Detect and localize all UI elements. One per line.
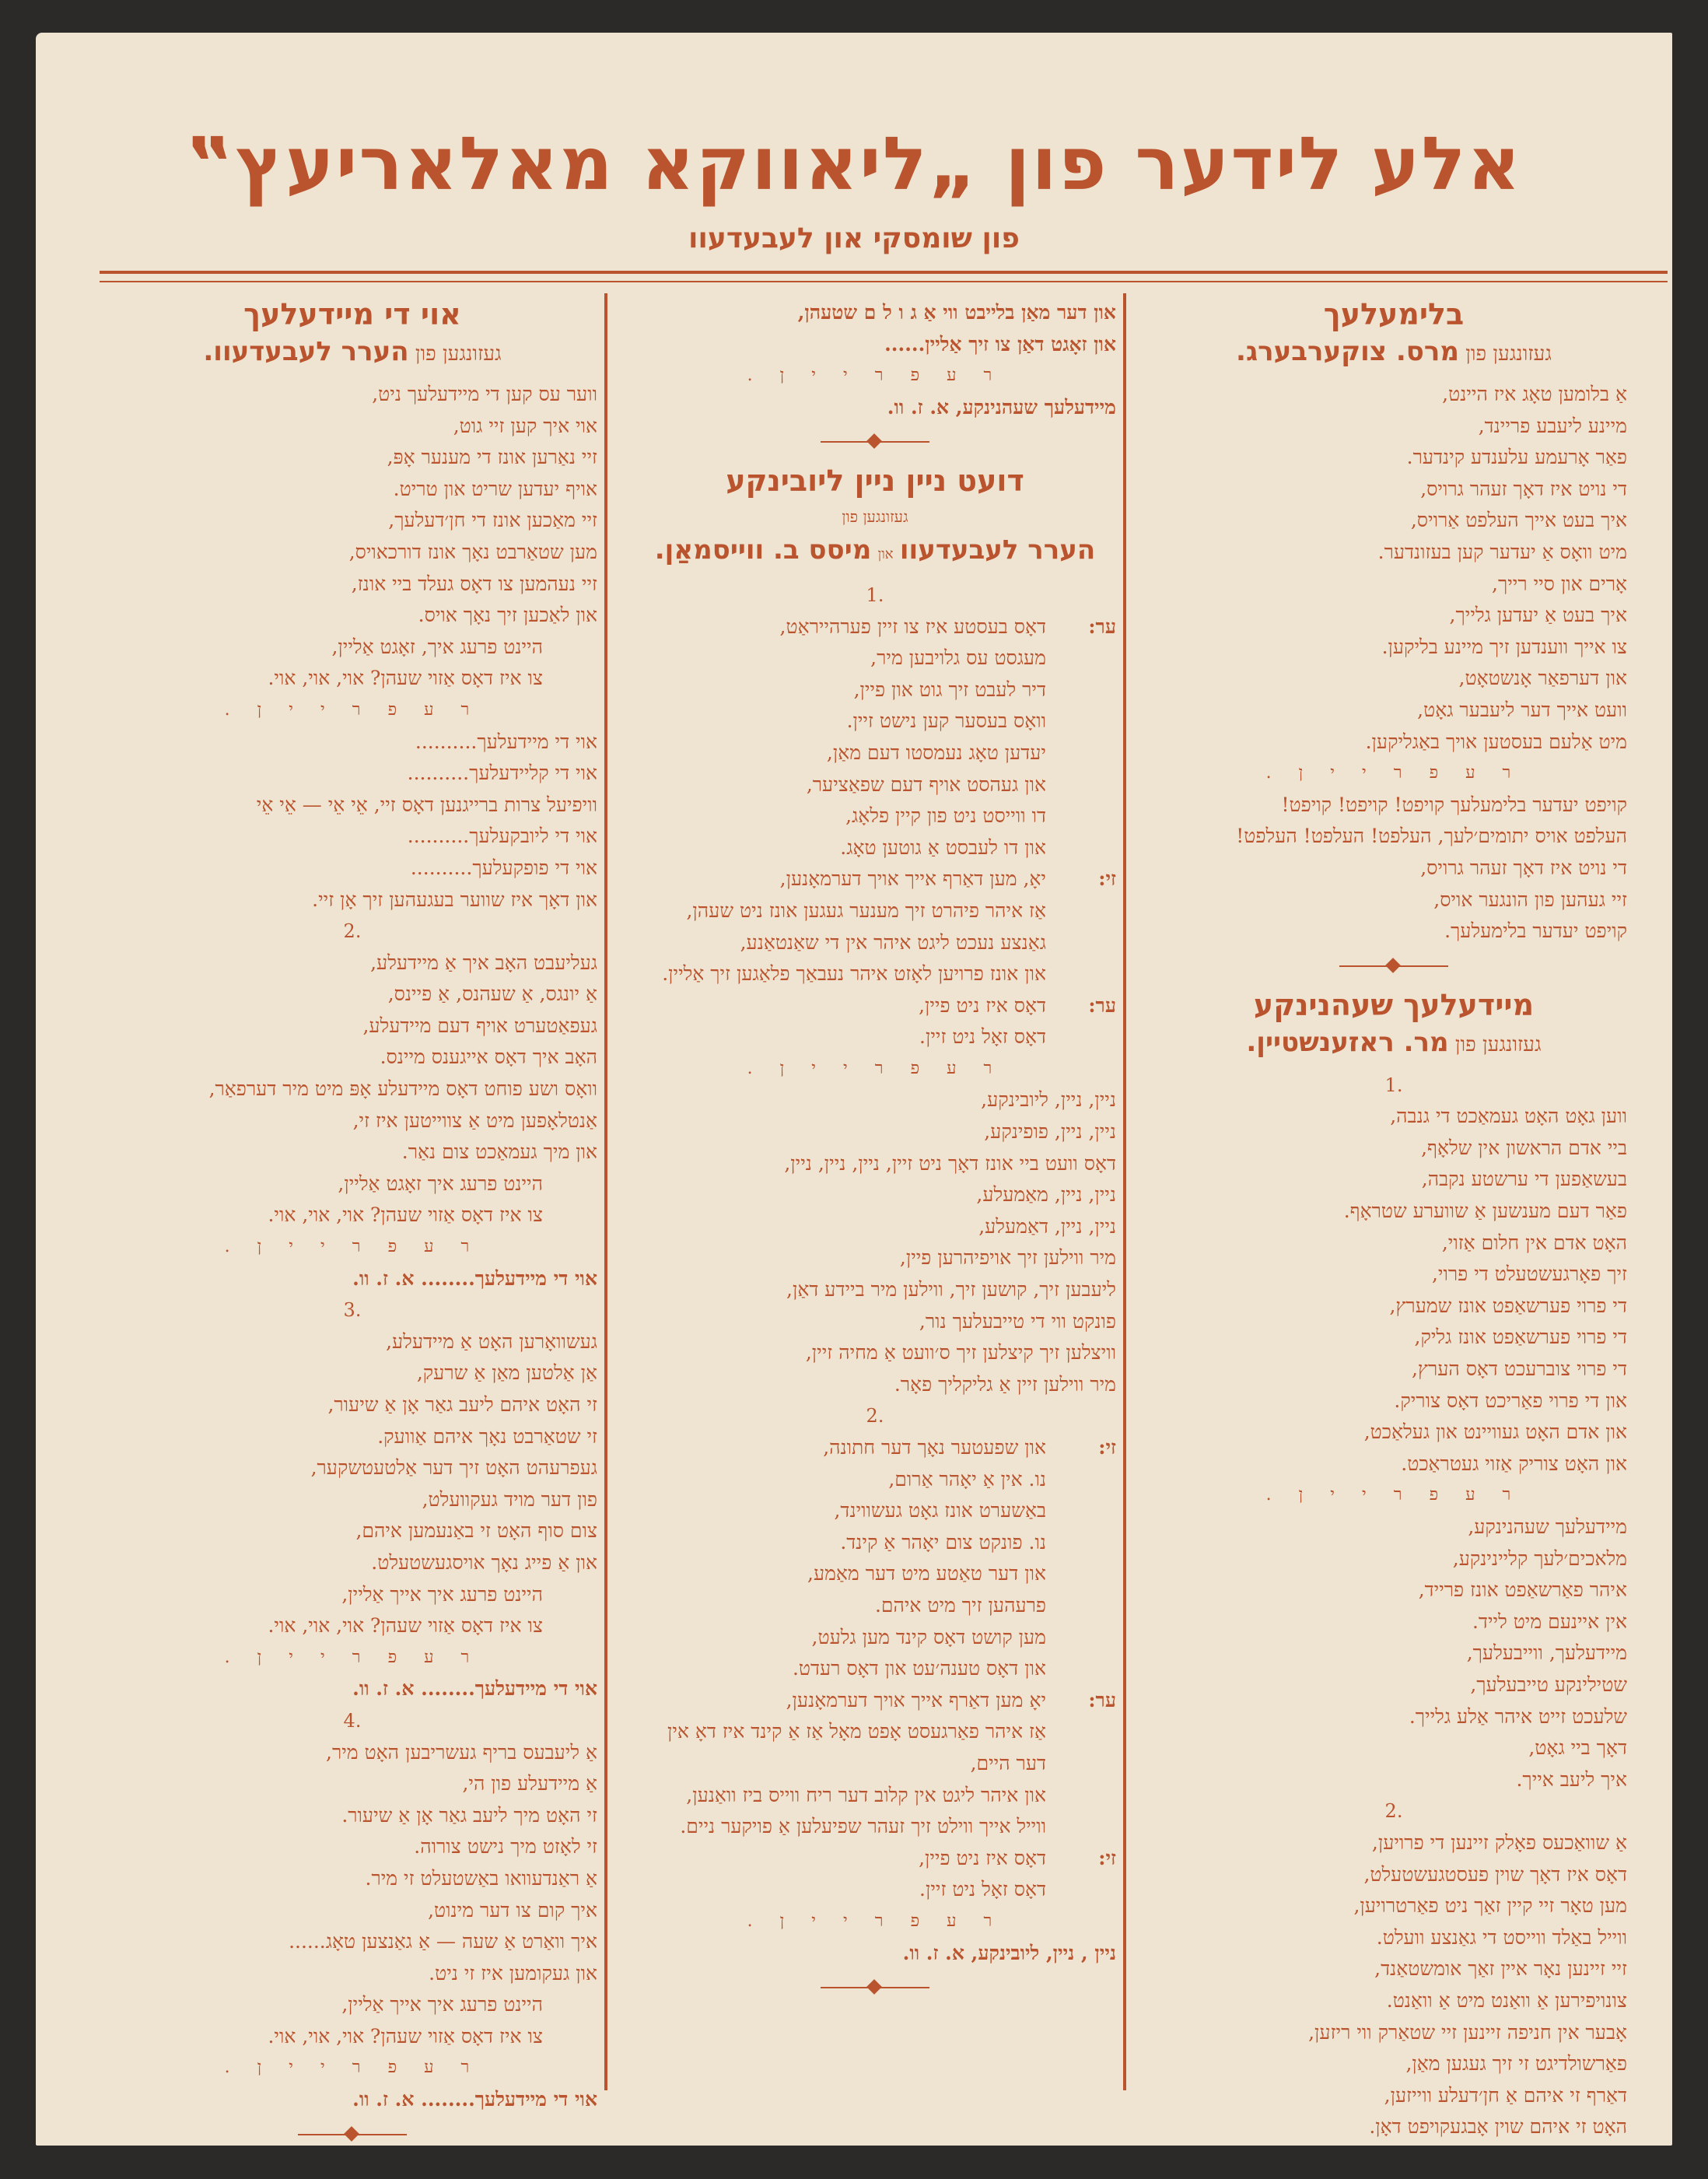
refrain-label: ר ע פ ר י י ן . xyxy=(224,699,481,720)
verse-number: .2 xyxy=(866,1405,884,1428)
song-title-blimelekh: בלימעלעך xyxy=(1323,297,1465,331)
column-divider-left xyxy=(604,293,607,2090)
diamond-ornament-icon xyxy=(1385,958,1401,973)
diamond-ornament-icon xyxy=(866,433,882,449)
left-column: אוי די מיידעלעך געזונגען פון הערר לעבעדעוו. ווער עס קען די מיידעלעך ניט, אוי איך קען זיי גוט, זיי נאַרען אונז די מענער אָפּ, אויף יעדען שריט און טריט. זיי מאַכען אונז די חן׳דעלעך, מען שטאַרבט נאָך אונז דורכאויס, זיי נעהמען צו דאָס געלד ביי אונז, און לאַכען זיך נאָך אויס. היינט פרעג איך, זאָגט אַליין, צו איז דאָס אַזוי שעהן? אוי, אוי, אוי. ר ע פ ר י י ן . אוי די מיידעלעך.......... אוי די קליידעלעך.......... וויפיעל צרות ברייגנען דאָס זיי, אֵי אֵי — אֵי אֵי אוי די ליובקעלעך.......... אוי די פופקעלעך.......... און דאָך איז שווער בעגעהען זיך אָן זיי. .2 געליעבט האָב איך אַ מיידעלע, אַ יונגס, אַ שעהנס, אַ פיינס, געפאַטערט אויף דעם מיידעלע, האָב איך דאָס אייגענס מיינס. וואָס ושע פוחט דאָס מיידעלע אָפּ מיט מיר דערפאַר, אַנטלאָפען מיט אַ צווייטען איז זי, און מיך געמאַכט צום נאַר. היינט פרעג איך זאָגט אַליין, צו איז דאָס אַזוי שעהן? אוי, אוי, אוי. ר ע פ ר י י ן . אוי די מיידעלעך........ א. ז. וו. .3 געשוואָרען האָט אַ מיידעלע, אַן אַלטען מאַן אַ שרעק, זי האָט איהם ליעב גאַר אָן אַ שיעור, זי שטאַרבט נאָך איהם אַוועק. געפרעהט האָט זיך דער אַלטעטשקער, פון דער מויד געקוועלט, צום סוף האָט זי באַנעמען איהם, און אַ פייג נאָך אויסגעשטעלט. היינט פרעג איך אייך אַליין, צו איז דאָס אַזוי שעהן? אוי, אוי, אוי. ר ע פ ר י י ן . אוי די מיידעלעך........ א. ז. וו. .4 אַ ליעבעס בריף געשריבען האָט מיר, אַ מיידעלע פון הי, זי האָט מיך ליעב גאַר אָן אַ שיעור. זי לאָזט מיך נישט צורוה. אַ ראַנדעוואו באַשטעלט זי מיר. איך קום צו דער מינוט, איך וואַרט אַ שעה — אַ גאַנצען טאָג...... און געקומען איז זי ניט. היינט פרעג איך אייך אַליין, צו איז דאָס אַזוי שעהן? אוי, אוי, אוי. ר ע פ ר י י ן . אוי די מיידעלעך........ א. ז. וו. xyxy=(107,289,597,2153)
refrain-label: ר ע פ ר י י ן . xyxy=(1265,763,1522,783)
song-title-duet-neyn-neyn-lyubinke: דועט ניין ניין ליובינקע xyxy=(726,464,1024,499)
verse-number: .2 xyxy=(343,920,362,943)
refrain-label: ר ע פ ר י י ן . xyxy=(224,1237,481,1257)
verse: ווער עס קען די מיידעלעך ניט, אוי איך קען זיי גוט, זיי נאַרען אונז די מענער אָפּ, אויף יעדען שריט און טריט. זיי מאַכען אונז די חן׳דעלעך, מען שטאַרבט נאָך אונז דורכאויס, זיי נעהמען צו דאָס געלד ביי אונז, און לאַכען זיך נאָך אויס. היינט פרעג איך, זאָגט אַליין, צו איז דאָס אַזוי שעהן? אוי, אוי, אוי. xyxy=(268,383,597,690)
ornament-divider xyxy=(821,431,929,453)
refrain: קויפט יעדער בלימעלעך קויפט! קויפט! קויפט! העלפט אויס יתומים׳לעך, העלפט! העלפט! העלפט! די נויט איז דאָך זעהר גרויס, זיי געהען פון הונגער אויס, קויפט יעדער בלימעלעך. xyxy=(1236,793,1627,943)
refrain-label: ר ע פ ר י י ן . xyxy=(747,1058,1003,1078)
verse-number: .4 xyxy=(343,1709,362,1732)
refrain: מיידעלעך שעהנינקע, מלאכים׳לעך קליינינקע, איהר פאַרשאַפט אונז פרייד, אין איינעם מיט לייד. מיידעלעך, ווייבעלעך, שטילינקע טייבעלעך, שלעכט זייט איהר אַלע גלייך. דאָך ביי גאָט, איך ליעב אייך. xyxy=(1409,1515,1627,1791)
column-divider-right xyxy=(1123,293,1126,2090)
verse: געליעבט האָב איך אַ מיידעלע, אַ יונגס, אַ שעהנס, אַ פיינס, געפאַטערט אויף דעם מיידעלע, האָב איך דאָס אייגענס מיינס. וואָס ושע פוחט דאָס מיידעלע אָפּ מיט מיר דערפאַר, אַנטלאָפען מיט אַ צווייטען איז זי, און מיך געמאַכט צום נאַר. היינט פרעג איך זאָגט אַליין, צו איז דאָס אַזוי שעהן? אוי, אוי, אוי. xyxy=(208,951,597,1227)
refrain: ניין, ניין, ליובינקע, ניין, ניין, פופינקע, דאָס וועט ביי אונז דאָך ניט זיין, ניין, ניין, ניין, ניין, ניין, מאַמעלע, ניין, ניין, דאַמעלע, מיר ווילען זיך אויפיהרען פיין, ליעבען זיך, קושען זיך, ווילען מיר ביידע דאַן, פונקט ווי די טייבעלעך נור, וויצלען זיך קיצלען זיך ס׳וועט אַ מחיה זיין, מיר ווילען זיין אַ גליקליך פאָר. xyxy=(784,1088,1116,1396)
verse: אַ שוואַכעס פאָלק זיינען די פרויען, דאָס איז דאָך שוין פעסטגעשטעלט, מען טאָר זיי קיין זאַך ניט פאַרטרויען, ווייל באַלד ווייסט די גאַנצע וועלט. זיי זיינען נאָר איין זאַך אומשטאַנד, צונויפירען אַ וואַנט מיט אַ וואַנט. אָבער אין חניפה זיינען זיי שטאַרק ווי ריזען, פאַרשולדיגט זי זיך געגען מאַן, דאַרף זי איהם אַ חן׳דעלע ווייזען, האָט זי איהם שוין אָבגעקויפט דאָן. xyxy=(1308,1830,1627,2139)
middle-column: און דער מאַן בלייבט ווי אַ ג ו ל ם שטעהן, און זאָגט דאַן צו זיך אַליין...... ר ע פ ר י י ן . מיידעלעך שעהנינקע, א. ז. וו. דועט ניין ניין ליובינקע געזונגען פון הערר לעבעדעוו און מיסס ב. ווייסמאַן. .1 ער: דאָס בעסטע איז צו זיין פערהייראַט, מעגסט עס גלויבען מיר, דיר לעבט זיך גוט און פיין, וואָס בעסער קען נישט זיין. יעדען טאָג נעמסטו דעם מאַן, און געהסט אויף דעם שפאַציער, דו ווייסט ניט פון קיין פלאָג, און דו לעבסט אַ גוטען טאָג. זי: יאָ, מען דאַרף אייך אויך דערמאָנען, אַז איהר פיהרט זיך מענער געגען אונז ניט שעהן, גאַנצע נעכט ליגט איהר אין די שאַנטאַנע, און אונז פרויען לאָזט איהר נעבאַך פלאַגען זיך אַליין. ער: דאָס איז ניט פיין, דאָס זאָל ניט זיין. ר ע פ ר י י ן . ניין, ניין, ליובינקע, ניין, ניין, פופינקע, דאָס וועט ביי אונז דאָך ניט זיין, ניין, ניין, ניין, ניין, ניין, מאַמעלע, ניין, ניין, דאַמעלע, מיר ווילען זיך אויפיהרען פיין, ליעבען זיך, קושען זיך, ווילען מיר ביידע דאַן, פונקט ווי די טייבעלעך נור, וויצלען זיך קיצלען זיך ס׳וועט אַ מחיה זיין, מיר ווילען זיין אַ גליקליך פאָר. .2 זי: און שפעטער נאָך דער חתונה, נו. אין אַ יאָהר אַרום, באַשערט אונז גאָט געשווינד, נו. פונקט צום יאָהר אַ קינד. און דער טאַטע מיט דער מאַמע, פרעהען זיך מיט איהם. מען קושט דאָס קינד מען גלעט, און דאָס טענה׳עט און דאָס רעדט. ער: יאָ מען דאַרף אייך אויך דערמאָנען, אַז איהר פאַרגעסט אָפט מאָל אַז אַ קינד איז דאָ אין דער היים, און איהר ליגט אין קלוב דער ריח ווייס ביז וואַנען, ווייל אייך ווילט זיך זעהר שפיעלען אַ פויקער ניים. זי: דאָס איז ניט פיין, דאָס זאָל ניט זיין. ר ע פ ר י י ן . ניין , ניין, ליובינקע, א. ז. וו. xyxy=(634,289,1116,2006)
refrain-label: ר ע פ ר י י ן . xyxy=(1265,1485,1522,1505)
ornament-divider xyxy=(1339,955,1448,977)
diamond-ornament-icon xyxy=(866,1979,882,1995)
refrain-label: ר ע פ ר י י ן . xyxy=(747,1911,1003,1931)
ornament-divider xyxy=(298,2124,407,2146)
song-credit: געזונגען פון מר. ראזענשטיין. xyxy=(1246,1026,1542,1058)
page-title: אלע לידער פון „ליאווקא מאלאריעץ‟ xyxy=(186,122,1522,207)
verse: אַ בלומען טאָג איז היינט, מיינע ליעבע פריינד, פאַר אָרעמע עלענדע קינדער. די נויט איז דאָך זעהר גרויס, איך בעט אייך העלפט אַרויס, מיט וואָס אַ יעדער קען בעזונדער. אָרים און סיי רייך, איך בעט אַ יעדען גלייך, צו אייך ווענדען זיך מיינע בליקען. און דערפאַר אָנשטאָט, וועט אייך דער ליעבער גאָט, מיט אַלעם בעסטען אויך באַגליקען. xyxy=(1365,383,1627,753)
song-title-meydelekh-sheyninke: מיידעלעך שעהנינקע xyxy=(1253,987,1535,1022)
song-credit: געזונגען פון הערר לעבעדעוו. xyxy=(203,336,502,367)
page-subtitle: פון שומסקי און לעבעדעוו xyxy=(688,222,1020,254)
verse-number: .3 xyxy=(343,1299,362,1322)
diamond-ornament-icon xyxy=(344,2126,359,2142)
song-sheet-page xyxy=(36,33,1672,2146)
ornament-divider xyxy=(821,1977,929,1999)
refrain-label: ר ע פ ר י י ן . xyxy=(747,366,1003,386)
refrain-label: ר ע פ ר י י ן . xyxy=(224,1647,481,1667)
refrain: אוי די מיידעלעך.......... אוי די קליידעלעך.......... וויפיעל צרות ברייגנען דאָס זיי, אֵי אֵי — אֵי אֵי אוי די ליובקעלעך.......... אוי די פופקעלעך.......... און דאָך איז שווער בעגעהען זיך אָן זיי. xyxy=(256,730,597,911)
verse: געשוואָרען האָט אַ מיידעלע, אַן אַלטען מאַן אַ שרעק, זי האָט איהם ליעב גאַר אָן אַ שיעור, זי שטאַרבט נאָך איהם אַוועק. געפרעהט האָט זיך דער אַלטעטשקער, פון דער מויד געקוועלט, צום סוף האָט זי באַנעמען איהם, און אַ פייג נאָך אויסגעשטעלט. היינט פרעג איך אייך אַליין, צו איז דאָס אַזוי שעהן? אוי, אוי, אוי. xyxy=(268,1329,597,1638)
verse-number: .2 xyxy=(1384,1800,1403,1823)
verse-number: .1 xyxy=(1384,1074,1403,1096)
verse: אַ ליעבעס בריף געשריבען האָט מיר, אַ מיידעלע פון הי, זי האָט מיך ליעב גאַר אָן אַ שיעור. זי לאָזט מיך נישט צורוה. אַ ראַנדעוואו באַשטעלט זי מיר. איך קום צו דער מינוט, איך וואַרט אַ שעה — אַ גאַנצען טאָג...... און געקומען איז זי ניט. היינט פרעג איך אייך אַליין, צו איז דאָס אַזוי שעהן? אוי, אוי, אוי. xyxy=(268,1740,597,2048)
verse: ווען גאָט האָט געמאַכט די גנבה, ביי אדם הראשון אין שלאָף, בעשאַפען די ערשטע נקבה, פאַר דעם מענשען אַ שווערע שטראָף. האָט אדם אין חלום אַזוי, זיך פאָרגעשטעלט די פרוי, די פרוי פערשאַפט אונז שמערץ, די פרוי פערשאַפט אונז גליק, די פרוי צוברעכט דאָס הערץ, און די פרוי פאַריכט דאָס צוריק. און אדם האָט געוויינט און געלאַכט, און האָט צוריק אַזוי געטראַכט. xyxy=(1343,1105,1627,1475)
dialogue-verse-1: ער: דאָס בעסטע איז צו זיין פערהייראַט, מעגסט עס גלויבען מיר, דיר לעבט זיך גוט און פיין, וואָס בעסער קען נישט זיין. יעדען טאָג נעמסטו דעם מאַן, און געהסט אויף דעם שפאַציער, דו ווייסט ניט פון קיין פלאָג, און דו לעבסט אַ גוטען טאָג. זי: יאָ, מען דאַרף אייך אויך דערמאָנען, אַז איהר פיהרט זיך מענער געגען אונז ניט שעהן, גאַנצע נעכט ליגט איהר אין די שאַנטאַנע, און אונז פרויען לאָזט איהר נעבאַך פלאַגען זיך אַליין. ער: דאָס איז ניט פיין, דאָס זאָל ניט זיין. xyxy=(662,615,1116,1049)
song-credit: געזונגען פון מרס. צוקערבערג. xyxy=(1236,336,1552,367)
refrain-label: ר ע פ ר י י ן . xyxy=(224,2058,481,2078)
header-double-rule xyxy=(100,271,1668,282)
song-credit: הערר לעבעדעוו און מיסס ב. ווייסמאַן. xyxy=(654,534,1096,566)
dialogue-verse-2: זי: און שפעטער נאָך דער חתונה, נו. אין אַ יאָהר אַרום, באַשערט אונז גאָט געשווינד, נו. פונקט צום יאָהר אַ קינד. און דער טאַטע מיט דער מאַמע, פרעהען זיך מיט איהם. מען קושט דאָס קינד מען גלעט, און דאָס טענה׳עט און דאָס רעדט. ער: יאָ מען דאַרף אייך אויך דערמאָנען, אַז איהר פאַרגעסט אָפט מאָל אַז אַ קינד איז דאָ אין דער היים, און איהר ליגט אין קלוב דער ריח ווייס ביז וואַנען, ווייל אייך ווילט זיך זעהר שפיעלען אַ פויקער ניים. זי: דאָס איז ניט פיין, דאָס זאָל ניט זיין. xyxy=(667,1436,1116,1901)
song-title-oy-di-meydelekh: אוי די מיידעלעך xyxy=(243,297,461,331)
verse-number: .1 xyxy=(866,583,884,606)
right-column xyxy=(1160,289,1627,2143)
